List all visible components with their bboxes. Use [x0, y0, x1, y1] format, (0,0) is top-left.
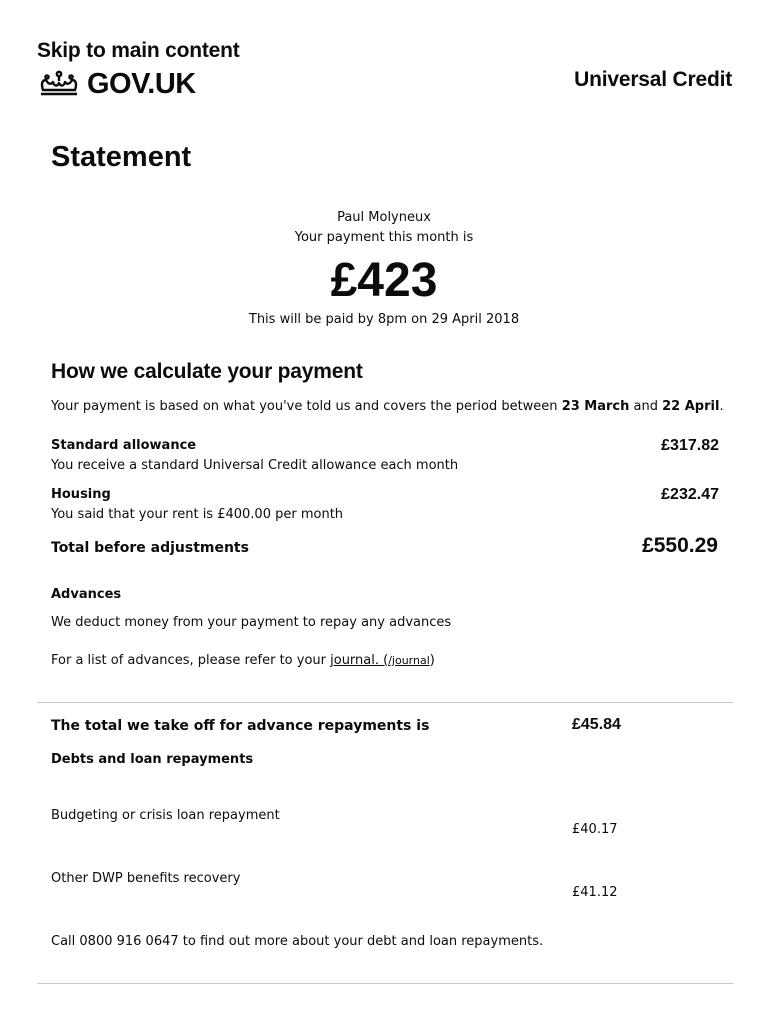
housing-amount: £232.47 — [661, 486, 719, 503]
bottom-divider — [37, 983, 733, 984]
advances-list-prefix: For a list of advances, please refer to your — [51, 653, 331, 668]
payment-amount: £423 — [330, 254, 438, 307]
budgeting-loan-label: Budgeting or crisis loan repayment — [51, 808, 280, 823]
period-start: 23 March — [561, 399, 630, 414]
govuk-logo-link[interactable] — [37, 66, 196, 102]
page-title: Statement — [51, 141, 192, 173]
advances-list-suffix: ) — [429, 653, 435, 668]
period-end: 22 April — [662, 399, 720, 414]
housing-title: Housing — [51, 487, 111, 502]
service-name-link[interactable]: Universal Credit — [574, 68, 732, 91]
advances-list-text — [51, 652, 435, 670]
section-divider — [37, 702, 733, 703]
total-before-adjustments-amount: £550.29 — [642, 534, 718, 557]
debts-heading: Debts and loan repayments — [51, 752, 254, 767]
period-prefix: Your payment is based on what you've told us and covers the period between — [51, 399, 562, 414]
dwp-recovery-label: Other DWP benefits recovery — [51, 871, 241, 886]
dwp-recovery-amount: £41.12 — [572, 885, 618, 900]
advances-description: We deduct money from your payment to repay any advances — [51, 615, 452, 630]
payment-date: This will be paid by 8pm on 29 April 2018 — [248, 312, 520, 327]
total-before-adjustments-label: Total before adjustments — [51, 540, 249, 556]
advance-repayments-total-label: The total we take off for advance repayments is — [51, 718, 430, 734]
journal-link[interactable] — [330, 653, 430, 668]
advances-heading: Advances — [51, 587, 122, 602]
standard-allowance-title: Standard allowance — [51, 438, 197, 453]
calculation-heading: How we calculate your payment — [51, 360, 363, 383]
claimant-name: Paul Molyneux — [337, 210, 431, 225]
housing-description: You said that your rent is £400.00 per month — [51, 507, 344, 522]
period-and: and — [629, 399, 663, 414]
advance-repayments-total-amount: £45.84 — [572, 716, 621, 733]
payment-intro: Your payment this month is — [294, 230, 474, 245]
period-suffix: . — [719, 399, 724, 414]
period-text — [51, 398, 724, 416]
standard-allowance-description: You receive a standard Universal Credit allowance each month — [51, 458, 459, 473]
journal-link-label: journal. ( — [330, 653, 389, 668]
standard-allowance-amount: £317.82 — [661, 437, 719, 454]
crown-icon — [37, 68, 81, 100]
logo-text: GOV.UK — [87, 67, 196, 100]
skip-to-main-content-link[interactable]: Skip to main content — [37, 39, 240, 62]
debt-contact-text: Call 0800 916 0647 to find out more about your debt and loan repayments. — [51, 934, 544, 949]
journal-link-path: /journal — [388, 654, 430, 667]
budgeting-loan-amount: £40.17 — [572, 822, 618, 837]
